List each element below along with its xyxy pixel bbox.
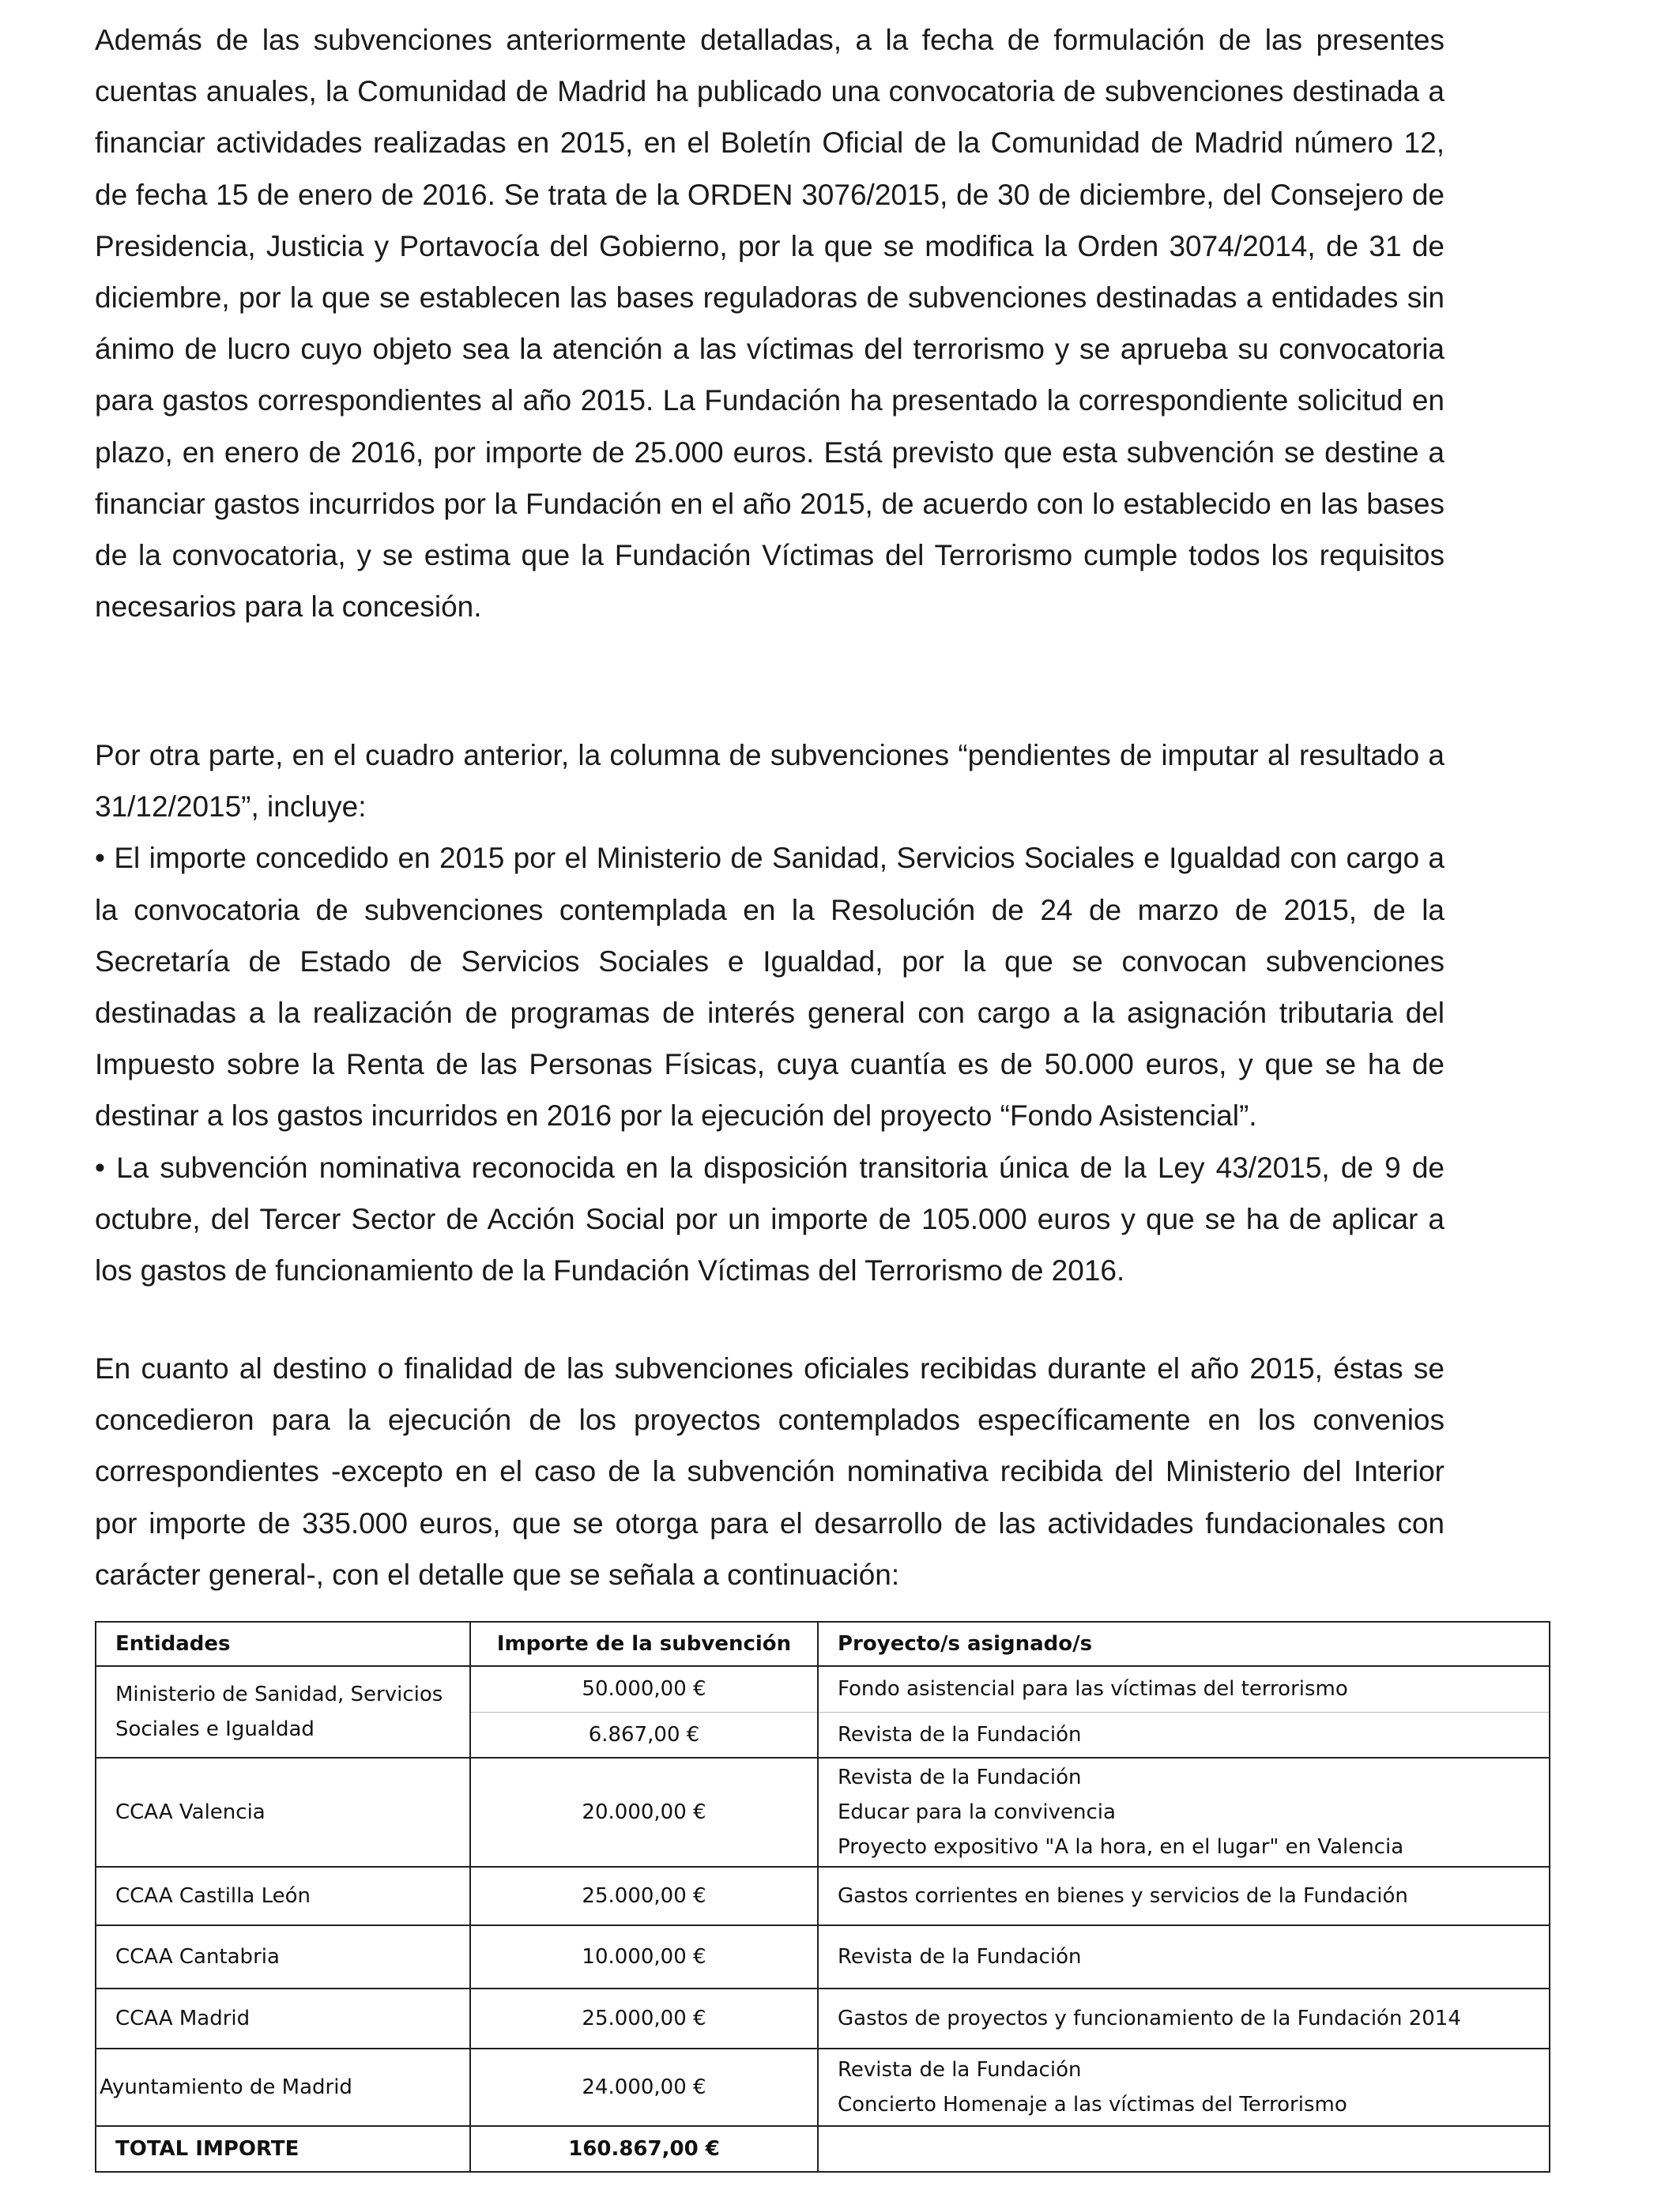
- table-cell-amount: 10.000,00 €: [470, 1925, 818, 1989]
- project-line: Revista de la Fundación: [838, 1945, 1082, 1969]
- project-line: Gastos corrientes en bienes y servicios de la Fundación: [838, 1884, 1408, 1908]
- total-amount: 160.867,00 €: [470, 2126, 818, 2172]
- table-cell-amount: 50.000,00 €: [470, 1666, 818, 1712]
- table-total-row: [96, 2126, 1550, 2172]
- column-header-entidades: Entidades: [96, 1622, 470, 1666]
- table-cell-amount: 6.867,00 €: [470, 1712, 818, 1758]
- paragraph-subvencion-comunidad-madrid: [95, 14, 1445, 632]
- table-cell-amount: 25.000,00 €: [470, 1989, 818, 2049]
- paragraph-destino-subvenciones: [95, 1343, 1445, 1600]
- table-row: [96, 2049, 1550, 2126]
- paragraph: En cuanto al destino o finalidad de las subvenciones oficiales recibidas durante el año 2015, éstas se concedieron para la ejecución de los proyectos contemplados específicamente en los convenios correspondientes -excepto en el caso de la subvención nominativa recibida del Ministerio del Interior por importe de 335.000 euros, que se otorga para el desarrollo de las actividades fundacionales con carácter general-, con el detalle que se señala a continuación:: [95, 1352, 1445, 1591]
- table-cell-entity: CCAA Cantabria: [96, 1925, 470, 1989]
- total-empty-cell: [818, 2126, 1550, 2172]
- table-cell-entity: CCAA Valencia: [96, 1758, 470, 1867]
- table-row: [96, 1666, 1550, 1712]
- project-line: Revista de la Fundación: [838, 1766, 1082, 1789]
- table-cell-amount: 25.000,00 €: [470, 1867, 818, 1925]
- total-label: TOTAL IMPORTE: [96, 2126, 470, 2172]
- table-row: [96, 1758, 1550, 1867]
- column-header-proyectos: Proyecto/s asignado/s: [818, 1622, 1550, 1666]
- entity-label: Ministerio de Sanidad, Servicios Sociales e Igualdad: [115, 1683, 443, 1741]
- table-header-row: [96, 1622, 1550, 1666]
- paragraph: Por otra parte, en el cuadro anterior, la columna de subvenciones “pendientes de imputar al resultado a 31/12/2015”, incluye:: [95, 739, 1445, 824]
- table-cell-project: [818, 1867, 1550, 1925]
- table-cell-amount: 24.000,00 €: [470, 2049, 818, 2126]
- table-cell-project: [818, 2049, 1550, 2126]
- paragraph: Además de las subvenciones anteriormente detalladas, a la fecha de formulación de las presentes cuentas anuales, la Comunidad de Madrid ha publicado una convocatoria de subvenciones destinada a financiar actividades realizadas en 2015, en el Boletín Oficial de la Comunidad de Madrid número 12, de fecha 15 de enero de 2016. Se trata de la ORDEN 3076/2015, de 30 de diciembre, del Consejero de Presidencia, Justicia y Portavocía del Gobierno, por la que se modifica la Orden 3074/2014, de 31 de diciembre, por la que se establecen las bases reguladoras de subvenciones destinadas a entidades sin ánimo de lucro cuyo objeto sea la atención a las víctimas del terrorismo y se aprueba su convocatoria para gastos correspondientes al año 2015. La Fundación ha presentado la correspondiente solicitud en plazo, en enero de 2016, por importe de 25.000 euros. Está previsto que esta subvención se destine a financiar gastos incurridos por la Fundación en el año 2015, de acuerdo con lo establecido en las bases de la convocatoria, y se estima que la Fundación Víctimas del Terrorismo cumple todos los requisitos necesarios para la concesión.: [95, 24, 1445, 624]
- table-cell-project: [818, 1758, 1550, 1867]
- table-cell-entity: [96, 1666, 470, 1758]
- table-cell-entity: CCAA Madrid: [96, 1989, 470, 2049]
- table-cell-project: [818, 1712, 1550, 1758]
- project-line: Educar para la convivencia: [838, 1800, 1116, 1824]
- column-header-importe: Importe de la subvención: [470, 1622, 818, 1666]
- bullet-item: • La subvención nominativa reconocida en la disposición transitoria única de la Ley 43/2015, de 9 de octubre, del Tercer Sector de Acción Social por un importe de 105.000 euros y que se ha de aplicar a los gastos de funcionamiento de la Fundación Víctimas del Terrorismo de 2016.: [95, 1151, 1445, 1287]
- subvenciones-table: [95, 1621, 1550, 2173]
- table-row: [96, 1925, 1550, 1989]
- table-row: [96, 1867, 1550, 1925]
- table-cell-entity: CCAA Castilla León: [96, 1867, 470, 1925]
- table-cell-project: [818, 1925, 1550, 1989]
- project-line: Fondo asistencial para las víctimas del terrorismo: [838, 1677, 1348, 1702]
- table-row: [96, 1989, 1550, 2049]
- paragraph-pendientes-imputar: [95, 729, 1445, 1296]
- project-line: Revista de la Fundación: [838, 2058, 1082, 2082]
- table-cell-project: [818, 1666, 1550, 1712]
- project-line: Gastos de proyectos y funcionamiento de la Fundación 2014: [838, 2007, 1461, 2030]
- table-cell-project: [818, 1989, 1550, 2049]
- project-line: Proyecto expositivo "A la hora, en el lugar" en Valencia: [838, 1835, 1404, 1859]
- project-line: Concierto Homenaje a las víctimas del Terrorismo: [838, 2093, 1347, 2117]
- project-line: Revista de la Fundación: [838, 1722, 1082, 1747]
- bullet-item: • El importe concedido en 2015 por el Ministerio de Sanidad, Servicios Sociales e Igualdad con cargo a la convocatoria de subvenciones contemplada en la Resolución de 24 de marzo de 2015, de la Secretaría de Estado de Servicios Sociales e Igualdad, por la que se convocan subvenciones destinadas a la realización de programas de interés general con cargo a la asignación tributaria del Impuesto sobre la Renta de las Personas Físicas, cuya cuantía es de 50.000 euros, y que se ha de destinar a los gastos incurridos en 2016 por la ejecución del proyecto “Fondo Asistencial”.: [95, 842, 1445, 1133]
- table-cell-amount: 20.000,00 €: [470, 1758, 818, 1867]
- table-cell-entity: Ayuntamiento de Madrid: [96, 2049, 470, 2126]
